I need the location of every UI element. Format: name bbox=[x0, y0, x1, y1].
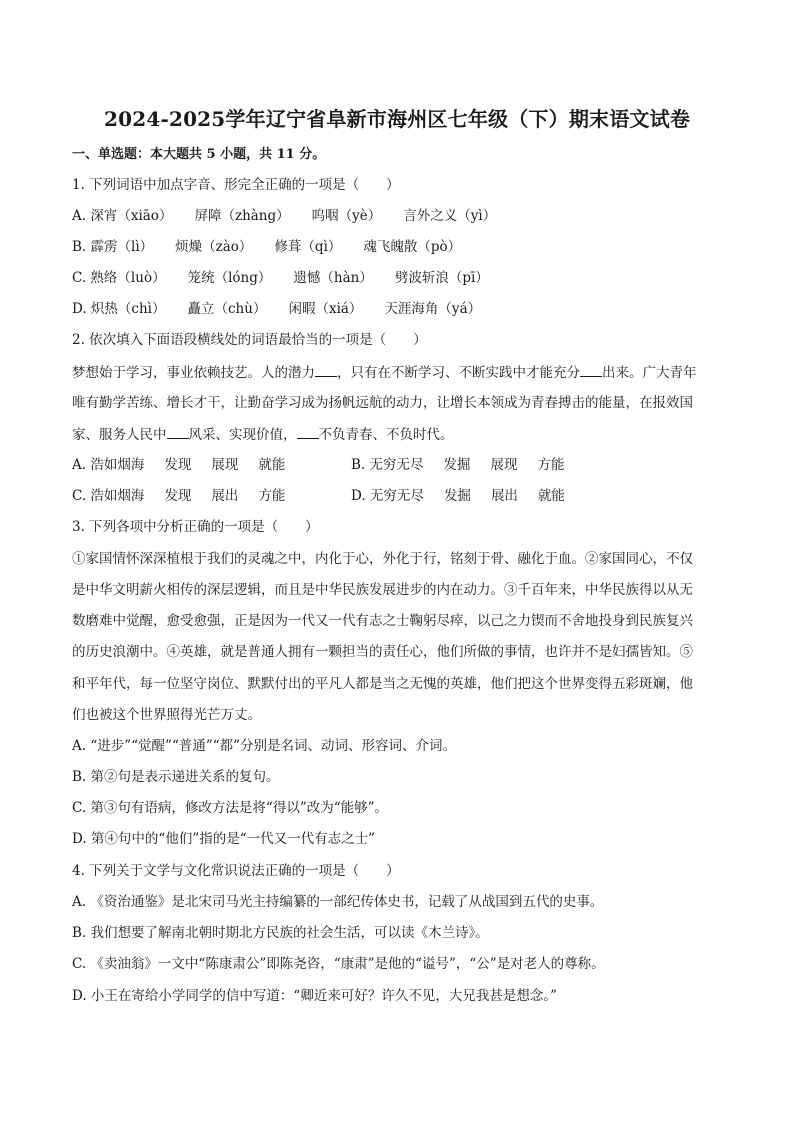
q1-c-4: 劈波斩浪（pī） bbox=[394, 270, 489, 286]
q2-d-1: D. 无穷无尽 bbox=[351, 488, 424, 504]
q1-d-1: D. 炽热（chì） bbox=[72, 301, 166, 317]
q4-option-a: A. 《资治通鉴》是北宋司马光主持编纂的一部纪传体史书，记载了从战国到五代的史事。 bbox=[72, 894, 604, 910]
q2-d-3: 展出 bbox=[490, 488, 518, 504]
q2-blank-4 bbox=[297, 424, 319, 439]
q4-option-b: B. 我们想要了解南北朝时期北方民族的社会生活，可以读《木兰诗》。 bbox=[72, 925, 489, 941]
q2-option-d bbox=[351, 486, 565, 506]
q1-b-2: 烦燥（zào） bbox=[175, 239, 253, 255]
q2-stem: 2. 依次填入下面语段横线处的词语最恰当的一项是（ ） bbox=[72, 332, 427, 348]
q1-option-b bbox=[72, 237, 461, 257]
q4-stem: 4. 下列关于文学与文化常识说法正确的一项是（ ） bbox=[72, 863, 400, 879]
q1-b-4: 魂飞魄散（pò） bbox=[363, 239, 462, 255]
q1-c-1: C. 熟络（luò） bbox=[72, 270, 166, 286]
q2-b-1: B. 无穷无尽 bbox=[351, 457, 424, 473]
q2-b-3: 展现 bbox=[490, 457, 518, 473]
q1-b-3: 修葺（qì） bbox=[274, 239, 342, 255]
q1-stem: 1. 下列词语中加点字音、形完全正确的一项是（ ） bbox=[72, 177, 400, 193]
q3-passage-line: 数磨难中觉醒，愈受愈强，正是因为一代又一代有志之士鞠躬尽瘁，以己之力锲而不舍地投身到民族复兴 bbox=[72, 613, 693, 629]
q1-a-2: 屏障（zhàng） bbox=[194, 208, 290, 224]
q2-text: 不负青春、不负时代。 bbox=[318, 427, 454, 443]
q2-blank-3 bbox=[167, 424, 189, 439]
q3-passage-line: 们也被这个世界照得光芒万丈。 bbox=[72, 707, 261, 723]
q1-d-3: 闲暇（xiá） bbox=[288, 301, 363, 317]
q2-b-2: 发掘 bbox=[443, 457, 471, 473]
q2-a-4: 就能 bbox=[258, 457, 286, 473]
q3-passage-line: 的历史浪潮中。④英雄，就是普通人拥有一颗担当的责任心，他们所做的事情，也许并不是妇孺皆知。⑤ bbox=[72, 644, 693, 660]
q3-passage-line: 是中华文明薪火相传的深层逻辑，而且是中华民族发展进步的内在动力。③千百年来，中华民族得以从无 bbox=[72, 582, 693, 598]
q2-d-2: 发掘 bbox=[443, 488, 471, 504]
q2-c-4: 方能 bbox=[258, 488, 286, 504]
q3-option-c: C. 第③句有语病，修改方法是将“得以”改为“能够”。 bbox=[72, 800, 389, 816]
q2-option-a bbox=[72, 457, 285, 473]
q1-option-a bbox=[72, 206, 496, 226]
q1-d-4: 天涯海角（yá） bbox=[384, 301, 482, 317]
q3-passage-line: 和平年代，每一位坚守岗位、默默付出的平凡人都是当之无愧的英雄，他们把这个世界变得五彩斑斓，他 bbox=[72, 676, 693, 692]
q2-d-4: 就能 bbox=[537, 488, 565, 504]
q2-text: 出来。广大青年 bbox=[602, 365, 697, 381]
q4-option-c: C. 《卖油翁》一文中“陈康肃公”即陈尧咨，“康肃”是他的“谥号”，“公”是对老人的尊称。 bbox=[72, 956, 605, 972]
q2-c-3: 展出 bbox=[211, 488, 239, 504]
q2-passage-line-3 bbox=[72, 424, 454, 445]
q1-a-3: 呜咽（yè） bbox=[311, 208, 382, 224]
q2-option-c bbox=[72, 488, 285, 504]
q3-option-a: A. “进步”“觉醒”“普通”“都”分别是名词、动词、形容词、介词。 bbox=[72, 738, 457, 754]
q2-text: 风采、实现价值， bbox=[188, 427, 297, 443]
q3-option-d: D. 第④句中的“他们”指的是“一代又一代有志之士” bbox=[72, 831, 376, 847]
q2-a-3: 展现 bbox=[211, 457, 239, 473]
q2-a-1: A. 浩如烟海 bbox=[72, 457, 145, 473]
q2-passage-line-1 bbox=[72, 362, 697, 383]
q2-options-row-2 bbox=[72, 486, 722, 506]
section-heading: 一、单选题：本大题共 5 小题，共 11 分。 bbox=[72, 147, 326, 162]
q1-d-2: 矗立（chù） bbox=[187, 301, 267, 317]
q3-passage-line: ①家国情怀深深植根于我们的灵魂之中，内化于心，外化于行，铭刻于骨、融化于血。②家国同心，不仅 bbox=[72, 551, 693, 567]
q2-text: ，只有在不断学习、不断实践中才能充分 bbox=[337, 365, 580, 381]
q2-c-2: 发现 bbox=[164, 488, 192, 504]
q2-text: 梦想始于学习，事业依赖技艺。人的潜力 bbox=[72, 365, 315, 381]
q1-c-2: 笼统（lóng） bbox=[187, 270, 272, 286]
q1-option-c bbox=[72, 268, 489, 288]
q2-option-b bbox=[351, 455, 565, 475]
q1-c-3: 遗憾（hàn） bbox=[293, 270, 373, 286]
q1-a-1: A. 深宵（xiāo） bbox=[72, 208, 173, 224]
q1-option-d bbox=[72, 299, 481, 319]
q2-a-2: 发现 bbox=[164, 457, 192, 473]
q3-option-b: B. 第②句是表示递进关系的复句。 bbox=[72, 769, 280, 785]
q2-blank-1 bbox=[315, 362, 337, 377]
q1-b-1: B. 霹雳（lì） bbox=[72, 239, 154, 255]
q4-option-d: D. 小王在寄给小学同学的信中写道：“卿近来可好？许久不见，大兄我甚是想念。” bbox=[72, 988, 557, 1004]
q2-passage-line-2: 唯有勤学苦练、增长才干，让勤奋学习成为扬帆远航的动力，让增长本领成为青春搏击的能量，在报效国 bbox=[72, 395, 693, 411]
q2-blank-2 bbox=[580, 362, 602, 377]
exam-title: 2024-2025学年辽宁省阜新市海州区七年级（下）期末语文试卷 bbox=[103, 107, 691, 131]
q2-b-4: 方能 bbox=[537, 457, 565, 473]
q2-c-1: C. 浩如烟海 bbox=[72, 488, 145, 504]
q3-stem: 3. 下列各项中分析正确的一项是（ ） bbox=[72, 519, 319, 535]
q2-text: 家、服务人民中 bbox=[72, 427, 167, 443]
q1-a-4: 言外之义（yì） bbox=[403, 208, 497, 224]
q2-options-row-1 bbox=[72, 455, 722, 475]
